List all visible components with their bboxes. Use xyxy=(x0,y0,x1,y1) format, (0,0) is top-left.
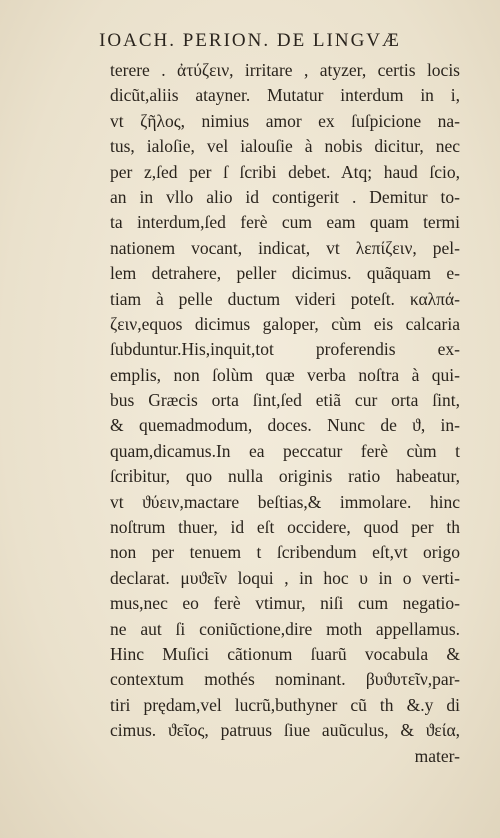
text-line: ſcribitur, quo nulla originis ratio habeatur, xyxy=(110,466,460,487)
text-line: ta interdum,ſed ferè cum eam quam termi xyxy=(110,212,460,233)
text-line: & quemadmodum, doces. Nunc de ϑ, in- xyxy=(110,415,460,436)
text-line: per z,ſed per ſ ſcribi debet. Atq; haud ſcio, xyxy=(110,161,460,182)
text-line: nationem vocant, indicat, vt λεπίζειν, pel- xyxy=(110,237,460,258)
text-line: vt ζῆλος, nimius amor ex ſuſpicione na- xyxy=(110,110,460,131)
text-line: contextum mothés nominant. βυϑυτεῖν,par- xyxy=(110,669,460,690)
text-line: quam,dicamus.In ea peccatur ferè cùm t xyxy=(110,440,460,461)
text-line: noſtrum thuer, id eſt occidere, quod per th xyxy=(110,517,460,538)
text-line: ζειν,equos dicimus galoper, cùm eis calcaria xyxy=(110,313,460,334)
text-line: tiri prędam,vel lucrũ,buthyner cũ th &.y di xyxy=(110,694,460,715)
text-line: lem detrahere, peller dicimus. quãquam e- xyxy=(110,263,460,284)
body-text xyxy=(110,58,460,769)
text-line: ne aut ſi coniũctione,dire moth appellamus. xyxy=(110,618,460,639)
text-line: dicũt,aliis atayner. Mutatur interdum in i, xyxy=(110,85,460,106)
text-line: mus,nec eo ferè vtimur, niſi cum negatio- xyxy=(110,593,460,614)
text-line: mater- xyxy=(414,745,460,766)
text-line: declarat. μυϑεῖν loqui , in hoc υ in o verti- xyxy=(110,567,460,588)
text-line: non per tenuem t ſcribendum eſt,vt origo xyxy=(110,542,460,563)
text-line: bus Græcis orta ſint,ſed etiã cur orta ſint, xyxy=(110,390,460,411)
running-header: IOACH. PERION. DE LINGVÆ xyxy=(99,30,401,51)
text-line: tiam à pelle ductum videri poteſt. καλπά- xyxy=(110,288,460,309)
text-line: ſubduntur.His,inquit,tot proferendis ex- xyxy=(110,339,460,360)
text-line: an in vllo alio id contigerit . Demitur to- xyxy=(110,186,460,207)
text-line: tus, ialoſie, vel ialouſie à nobis dicitur, nec xyxy=(110,136,460,157)
text-line: cimus. ϑεῖος, patruus ſiue auũculus, & ϑεία, xyxy=(110,720,460,741)
text-line: terere . ἀτύζειν, irritare , atyzer, certis locis xyxy=(110,60,460,80)
text-line: vt ϑύειν,mactare beſtias,& immolare. hinc xyxy=(110,491,460,512)
text-line: Hinc Muſici cãtionum ſuarũ vocabula & xyxy=(110,643,460,664)
text-line: emplis, non ſolùm quæ verba noſtra à qui- xyxy=(110,364,460,385)
